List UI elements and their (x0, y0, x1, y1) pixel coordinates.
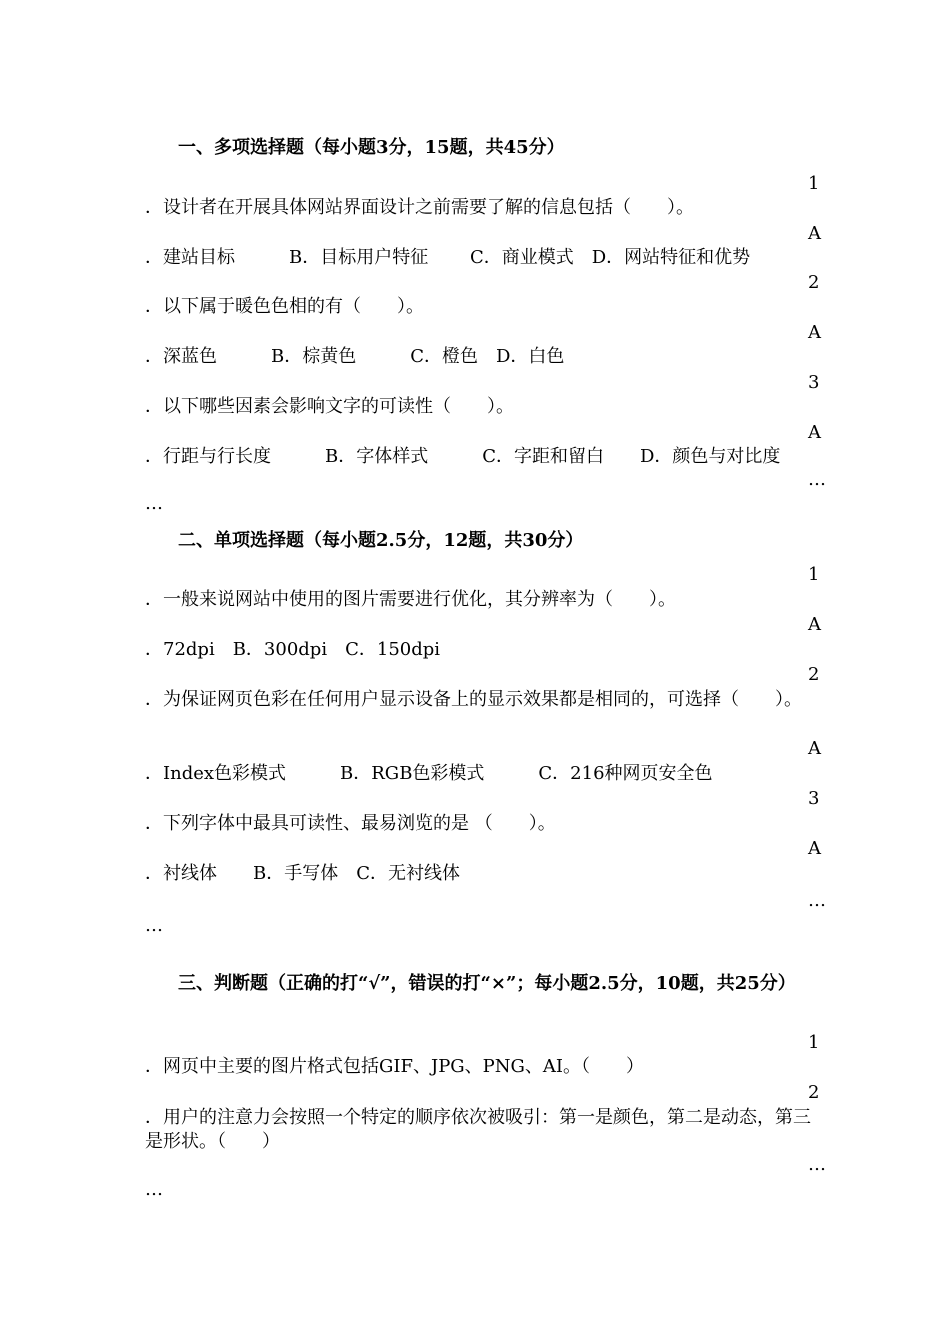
section1-marker: A (808, 322, 821, 343)
section1-ellipsis: … (145, 493, 163, 514)
section2-options: ．Index色彩模式 B．RGB色彩模式 C．216种网页安全色 (145, 763, 713, 784)
section3-ellipsis: … (145, 1179, 163, 1200)
section1-marker: A (808, 223, 821, 244)
section1-marker: A (808, 422, 821, 443)
section3-heading: 三、判断题（正确的打“√”，错误的打“×”；每小题2.5分，10题，共25分） (178, 973, 796, 994)
section2-question: ．一般来说网站中使用的图片需要进行优化，其分辨率为（ ）。 (145, 589, 676, 610)
section2-marker: 3 (808, 788, 820, 809)
section2-options: ．衬线体 B．手写体 C．无衬线体 (145, 863, 460, 884)
section1-question: ．以下哪些因素会影响文字的可读性（ ）。 (145, 396, 514, 417)
section2-marker: A (808, 838, 821, 859)
section2-question: ．下列字体中最具可读性、最易浏览的是 （ ）。 (145, 813, 556, 834)
section1-marker: 2 (808, 272, 820, 293)
section2-marker: 2 (808, 664, 820, 685)
section2-options: ．72dpi B．300dpi C．150dpi (145, 639, 441, 660)
section1-question: ．设计者在开展具体网站界面设计之前需要了解的信息包括（ ）。 (145, 197, 694, 218)
section1-marker: … (808, 469, 826, 490)
section1-heading: 一、多项选择题（每小题3分，15题，共45分） (178, 137, 565, 158)
section1-marker: 1 (808, 173, 820, 194)
section2-marker: A (808, 738, 821, 759)
section3-question: ．网页中主要的图片格式包括GIF、JPG、PNG、AI。（ ） (145, 1056, 645, 1077)
section2-question: ．为保证网页色彩在任何用户显示设备上的显示效果都是相同的，可选择（ ）。 (145, 689, 802, 710)
section1-marker: 3 (808, 372, 820, 393)
section2-marker: 1 (808, 564, 820, 585)
section3-marker: … (808, 1154, 826, 1175)
section3-marker: 2 (808, 1082, 820, 1103)
section1-options: ．深蓝色 B．棕黄色 C．橙色 D．白色 (145, 346, 565, 367)
section1-options: ．行距与行长度 B．字体样式 C．字距和留白 D．颜色与对比度 (145, 446, 781, 467)
section2-heading: 二、单项选择题（每小题2.5分，12题，共30分） (178, 530, 584, 551)
section2-marker: … (808, 890, 826, 911)
section1-question: ．以下属于暖色色相的有（ ）。 (145, 296, 424, 317)
section3-question: ．用户的注意力会按照一个特定的顺序依次被吸引：第一是颜色，第二是动态，第三是形状。（ ） (145, 1107, 811, 1152)
section2-ellipsis: … (145, 915, 163, 936)
section2-marker: A (808, 614, 821, 635)
section3-marker: 1 (808, 1032, 820, 1053)
section1-options: ．建站目标 B．目标用户特征 C．商业模式 D．网站特征和优势 (145, 247, 751, 268)
